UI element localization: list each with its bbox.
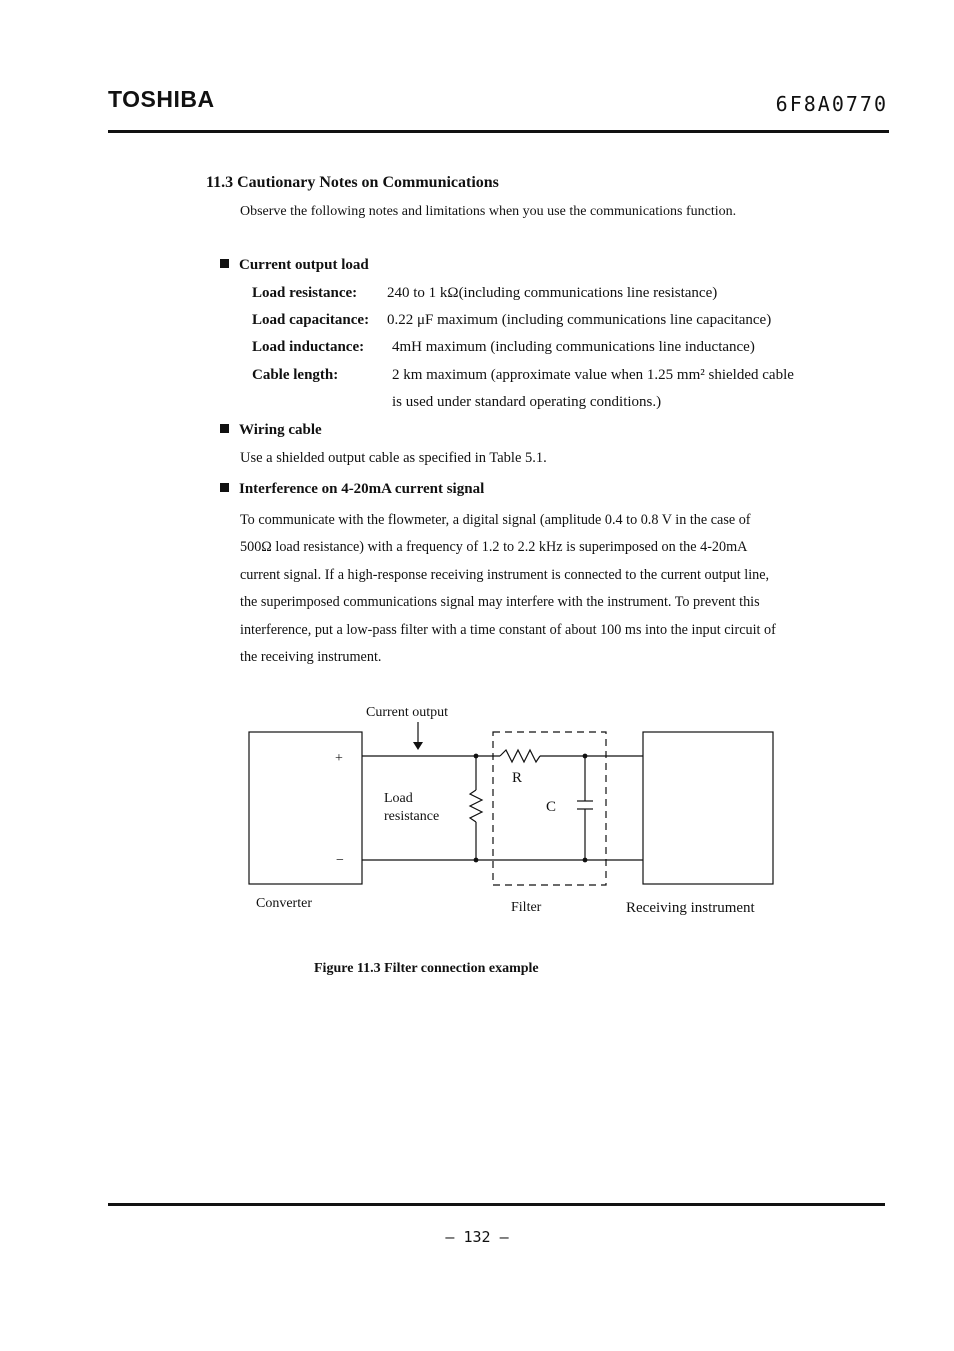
spec-key-cable-length: Cable length: <box>252 367 339 383</box>
paragraph-line: 500Ω load resistance) with a frequency of 1.2 to 2.2 kHz is superimposed on the 4-20mA <box>240 539 748 556</box>
paragraph-line: To communicate with the flowmeter, a digital signal (amplitude 0.4 to 0.8 V in the case of <box>240 512 751 528</box>
junction-dot <box>583 754 588 759</box>
junction-dot <box>583 858 588 863</box>
minus-terminal-label: − <box>336 853 344 868</box>
page-number: — 132 — <box>445 1228 509 1246</box>
heading-text: Current output load <box>239 257 369 273</box>
spec-value-cable-length: 2 km maximum (approximate value when 1.25 mm² shielded cable <box>392 367 794 383</box>
current-output-load-heading <box>220 257 369 274</box>
spec-value-load-capacitance: 0.22 μF maximum (including communications line capacitance) <box>387 312 772 328</box>
paragraph-line: current signal. If a high-response receiving instrument is connected to the current output line, <box>240 566 770 583</box>
spec-key-load-inductance: Load inductance: <box>252 339 365 355</box>
paragraph-line: interference, put a low-pass filter with a time constant of about 100 ms into the input circuit of <box>240 621 776 638</box>
load-label-line1: Load <box>384 791 413 806</box>
resistor-r-icon <box>500 750 540 762</box>
spec-key-load-resistance: Load resistance: <box>252 285 358 301</box>
bullet-square-icon <box>220 424 229 433</box>
capacitor-c-label: C <box>546 799 557 815</box>
bullet-square-icon <box>220 259 229 268</box>
spec-value-cable-length-cont: is used under standard operating conditions.) <box>392 394 662 410</box>
converter-box <box>249 732 362 884</box>
plus-terminal-label: + <box>335 751 343 766</box>
footer-rule <box>108 1203 885 1206</box>
heading-text: Wiring cable <box>239 422 322 438</box>
resistor-r-label: R <box>512 770 523 786</box>
brand-logo: TOSHIBA <box>108 86 215 112</box>
load-resistor-icon <box>470 790 482 822</box>
figure-caption: Figure 11.3 Filter connection example <box>314 961 539 976</box>
receiving-instrument-box <box>643 732 773 884</box>
current-output-label: Current output <box>366 705 449 720</box>
paragraph-line: the superimposed communications signal may interfere with the instrument. To prevent this <box>240 594 760 611</box>
wiring-cable-text: Use a shielded output cable as specified in Table 5.1. <box>240 450 547 466</box>
spec-value-load-inductance: 4mH maximum (including communications line inductance) <box>392 339 755 355</box>
junction-dot <box>474 858 479 863</box>
converter-label: Converter <box>256 896 312 911</box>
header-rule <box>108 130 889 133</box>
filter-label: Filter <box>511 900 542 915</box>
paragraph-line: the receiving instrument. <box>240 649 382 666</box>
bullet-square-icon <box>220 483 229 492</box>
receiving-instrument-label: Receiving instrument <box>626 900 755 916</box>
current-output-arrow-icon <box>413 742 423 750</box>
interference-paragraph <box>240 507 885 671</box>
spec-value-load-resistance: 240 to 1 kΩ(including communications line resistance) <box>387 285 718 301</box>
junction-dot <box>474 754 479 759</box>
heading-text: Interference on 4-20mA current signal <box>239 481 485 497</box>
filter-connection-diagram <box>0 690 954 930</box>
spec-key-load-capacitance: Load capacitance: <box>252 312 370 328</box>
document-number: 6F8A0770 <box>775 92 888 116</box>
interference-heading <box>220 481 484 498</box>
load-label-line2: resistance <box>384 809 440 824</box>
wiring-cable-heading <box>220 422 322 439</box>
section-title: 11.3 Cautionary Notes on Communications <box>206 174 499 191</box>
section-intro: Observe the following notes and limitations when you use the communications function. <box>240 204 737 219</box>
